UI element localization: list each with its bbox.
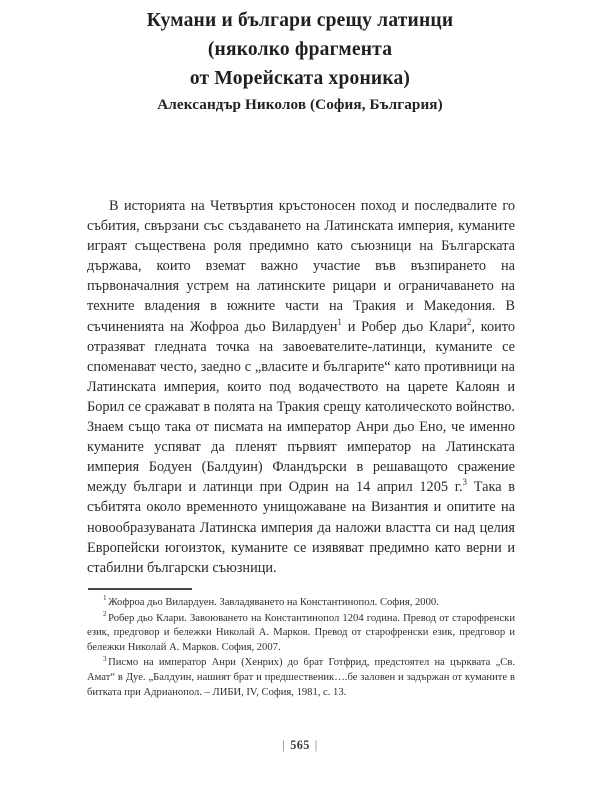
paragraph-1-part-3: , които отразяват гледната точка на завоевателите-латинци, куманите се споменават често, заедно с „власите и българите“ като противници на Латинската империя, които под водачеството на царете Калоян и Борил се сражават в полята на Тракия срещу католическото войнство. Знаем също така от писмата на император Анри дьо Ено, че именно куманите успяват да пленят първият император на Латинската империя Бодуен (Балдуин) Фландърски в решаващото сражение между българи и латинци при Одрин на 14 април 1205 г. xyxy=(87,318,515,496)
title-line-3: от Морейската хроника) xyxy=(189,68,411,89)
footnote-ref-1[interactable]: 1 xyxy=(337,316,342,327)
paragraph-1 xyxy=(87,196,515,578)
footnote-separator-rule xyxy=(88,588,192,590)
footnote-marker: 1 xyxy=(103,594,107,603)
footnote-text: Жофроа дьо Вилардуен. Завладяването на Константинопол. София, 2000. xyxy=(108,597,439,608)
footnote-text: Писмо на император Анри (Хенрих) до брат Готфрид, предстоятел на църквата „Св. Амат“ в Дуе. „Балдуин, нашият брат и предшественик….бе заловен и задържан от куманите в битката при Адрианопол. – ЛИБИ, IV, София, 1981, с. 13. xyxy=(87,657,515,698)
page-title xyxy=(60,6,540,93)
footnote-text: Робер дьо Клари. Завоюването на Константинопол 1204 година. Превод от старофренски език, предговор и бележки Николай А. Марков. Превод от старофренски език, предговор и бележки Николай А. Марков. София, 2007. xyxy=(87,612,515,653)
footnote-item xyxy=(87,596,515,611)
page-folio xyxy=(0,738,600,753)
folio-bar-right: | xyxy=(314,738,318,752)
footnote-ref-3[interactable]: 3 xyxy=(462,477,468,488)
footnote-marker: 2 xyxy=(103,610,107,619)
author-affiliation: Александър Николов (София, България) xyxy=(157,96,443,113)
body-text xyxy=(87,196,515,578)
footnote-item xyxy=(87,612,515,656)
folio-bar-left: | xyxy=(282,738,286,752)
footnote-marker: 3 xyxy=(103,654,107,663)
folio-number: 565 xyxy=(290,738,310,752)
paragraph-1-part-1: В историята на Четвъртия кръстоносен поход и последвалите го събития, свързани със създаването на Латинската империя, куманите играят съществена роля предимно като съюзници на Българската държава, които вземат важно участие във възпирането на първоначалния устрем на латинските рицари и ограничаването на техните владения в южните части на Тракия и Македония. В съчиненията на Жофроа дьо Вилардуен xyxy=(87,198,515,335)
title-line-2: (няколко фрагмента xyxy=(207,39,393,60)
paragraph-1-part-4: Така в събитята около временното унищожаване на Византия и опитите на новообразуваната Латинска империя да наложи властта си над целия Европейски югоизток, куманите се изявяват предимно като верни и стабилни български съюзници. xyxy=(87,479,515,576)
footnote-ref-2[interactable]: 2 xyxy=(466,316,472,327)
paragraph-1-part-2: и Робер дьо Клари xyxy=(341,318,467,335)
footnote-list xyxy=(87,596,515,701)
title-line-1: Кумани и българи срещу латинци xyxy=(146,10,454,31)
footnote-item xyxy=(87,656,515,700)
